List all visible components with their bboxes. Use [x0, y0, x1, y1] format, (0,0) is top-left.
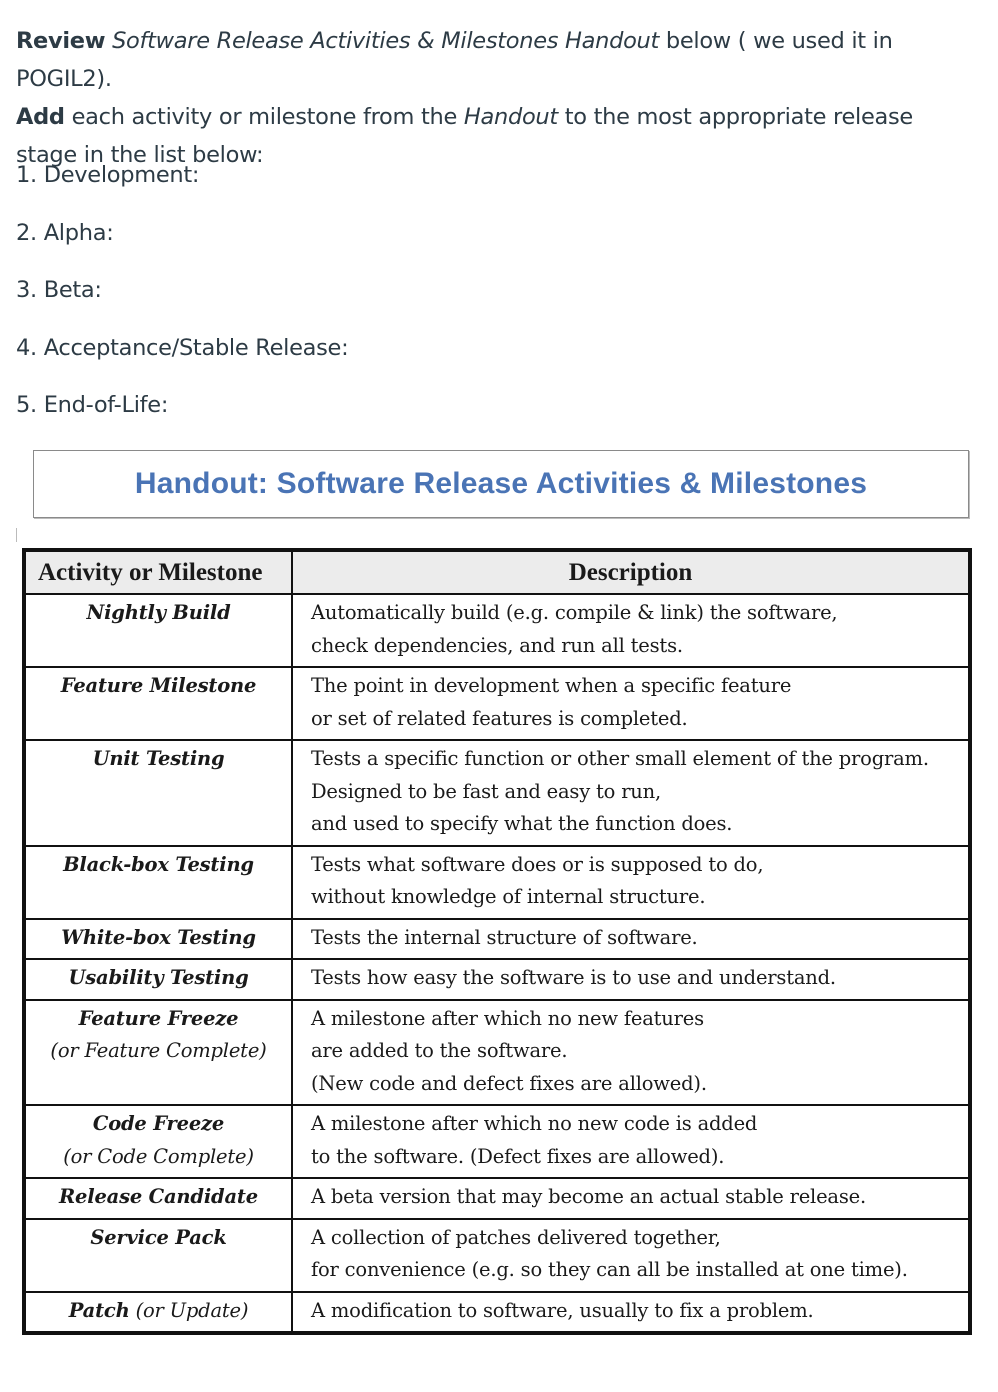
activity-name: Unit Testing: [92, 747, 225, 770]
description-cell: [292, 1178, 970, 1219]
instructions-paragraph: [16, 22, 991, 174]
activity-name: Feature Milestone: [60, 674, 257, 697]
description-cell: [292, 919, 970, 960]
activity-name: Release Candidate: [59, 1185, 258, 1208]
description-line: Tests a specific function or other small element of the program.: [311, 747, 929, 770]
table-row: [24, 667, 970, 740]
activity-name: White-box Testing: [61, 925, 256, 949]
activity-cell: [24, 667, 292, 740]
column-header-activity: Activity or Milestone: [24, 550, 292, 594]
column-header-description: Description: [292, 550, 970, 594]
description-cell: [292, 1000, 970, 1106]
activity-cell: [24, 846, 292, 919]
activity-name: Feature Freeze: [78, 1006, 239, 1030]
activity-alias: (or Code Complete): [63, 1144, 254, 1168]
table-row: [24, 594, 970, 667]
stage-item: 4. Acceptance/Stable Release:: [16, 334, 349, 361]
stage-item: 2. Alpha:: [16, 219, 114, 246]
activity-alias: (or Update): [129, 1298, 249, 1322]
description-line: A milestone after which no new code is added: [311, 1112, 758, 1135]
description-line: and used to specify what the function does.: [311, 812, 733, 835]
table-row: [24, 959, 970, 1000]
table-row: [24, 1219, 970, 1292]
add-keyword: Add: [16, 104, 65, 130]
handout-word: Handout: [463, 104, 558, 130]
stage-item: 5. End-of-Life:: [16, 392, 169, 418]
description-cell: [292, 1219, 970, 1292]
description-line: or set of related features is completed.: [311, 706, 688, 730]
review-rest: below ( we used it in POGIL2).: [16, 28, 893, 92]
activity-name: Service Pack: [90, 1225, 227, 1249]
activity-cell: [24, 1178, 292, 1219]
description-line: A modification to software, usually to fix a problem.: [311, 1298, 814, 1322]
description-line: check dependencies, and run all tests.: [311, 633, 683, 657]
activity-cell: [24, 919, 292, 960]
description-line: A beta version that may become an actual stable release.: [311, 1185, 867, 1208]
description-line: are added to the software.: [311, 1039, 568, 1062]
description-line: Tests how easy the software is to use and understand.: [311, 966, 836, 989]
handout-table: [22, 548, 972, 1335]
activity-cell: [24, 959, 292, 1000]
divider-mark: [16, 528, 20, 542]
description-cell: [292, 740, 970, 846]
table-row: [24, 740, 970, 846]
activity-name: Patch: [68, 1298, 130, 1322]
handout-name: Software Release Activities & Milestones Handout: [112, 28, 660, 54]
description-line: without knowledge of internal structure.: [311, 885, 706, 908]
table-row: [24, 846, 970, 919]
release-stage-list: [16, 154, 348, 442]
handout-title-box: [33, 450, 969, 518]
add-text-1: each activity or milestone from the: [64, 104, 464, 130]
activity-name: Nightly Build: [86, 601, 231, 624]
activity-alias: (or Feature Complete): [50, 1039, 267, 1062]
handout-title: Handout: Software Release Activities & Milestones: [134, 467, 868, 500]
description-cell: [292, 1105, 970, 1178]
description-cell: [292, 959, 970, 1000]
table-row: [24, 1292, 970, 1334]
activity-name: Usability Testing: [68, 966, 249, 989]
table-row: [24, 919, 970, 960]
description-line: The point in development when a specific feature: [311, 674, 792, 697]
description-cell: [292, 1292, 970, 1334]
description-line: (New code and defect fixes are allowed).: [311, 1071, 707, 1095]
description-cell: [292, 594, 970, 667]
description-line: to the software. (Defect fixes are allowed).: [311, 1144, 725, 1168]
description-line: A collection of patches delivered together,: [311, 1225, 721, 1249]
activity-cell: [24, 1000, 292, 1106]
activity-name: Code Freeze: [92, 1112, 225, 1135]
description-line: Automatically build (e.g. compile & link) the software,: [311, 601, 838, 624]
description-line: for convenience (e.g. so they can all be installed at one time).: [311, 1258, 908, 1281]
stage-item: 1. Development:: [16, 162, 200, 188]
description-cell: [292, 667, 970, 740]
stage-item: 3. Beta:: [16, 277, 102, 303]
activity-cell: [24, 1292, 292, 1334]
activity-cell: [24, 594, 292, 667]
activity-name: Black-box Testing: [63, 852, 254, 876]
review-keyword: Review: [16, 28, 106, 54]
description-line: Tests what software does or is supposed to do,: [311, 852, 764, 876]
description-line: A milestone after which no new features: [311, 1006, 704, 1030]
activity-cell: [24, 1219, 292, 1292]
add-text-2: to the most appropriate release: [557, 104, 913, 130]
table-row: [24, 1105, 970, 1178]
description-line: Designed to be fast and easy to run,: [311, 779, 662, 803]
add-text-3: stage in the list below:: [16, 142, 264, 168]
activity-cell: [24, 740, 292, 846]
activity-cell: [24, 1105, 292, 1178]
description-cell: [292, 846, 970, 919]
table-row: [24, 1000, 970, 1106]
table-row: [24, 1178, 970, 1219]
description-line: Tests the internal structure of software.: [311, 925, 698, 949]
table-header-row: [24, 550, 970, 594]
